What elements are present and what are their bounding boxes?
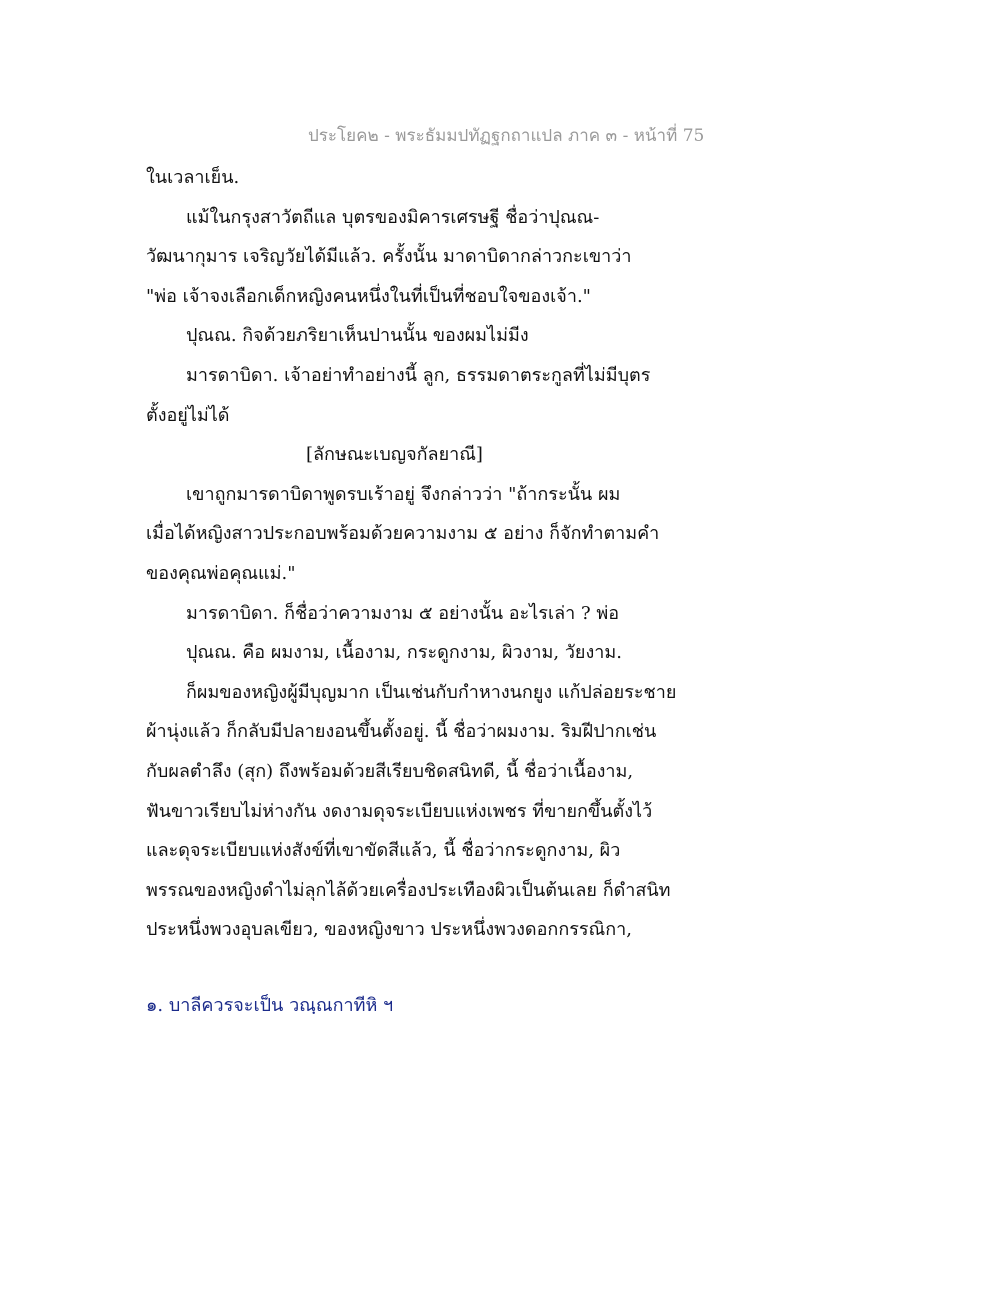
text-line: กับผลตำลึง (สุก) ถึงพร้อมด้วยสีเรียบชิดสนิทดี, นี้ ชื่อว่าเนื้องาม, bbox=[146, 760, 634, 782]
text-line: พรรณของหญิงดำไม่ลุกไล้ด้วยเครื่องประเทืองผิวเป็นต้นเลย ก็ดำสนิท bbox=[146, 879, 671, 901]
running-header: ประโยค๒ - พระธัมมปทัฏฐกถาแปล ภาค ๓ - หน้าที่ 75 bbox=[308, 126, 705, 146]
footnote: ๑. บาลีควรจะเป็น วณฺณกาทีหิ ฯ bbox=[146, 995, 394, 1016]
text-line: ของคุณพ่อคุณแม่." bbox=[146, 562, 296, 584]
text-line: มารดาบิดา. ก็ชื่อว่าความงาม ๕ อย่างนั้น อะไรเล่า ? พ่อ bbox=[186, 602, 620, 624]
text-line: ตั้งอยู่ไม่ได้ bbox=[146, 404, 230, 426]
text-line: และดุจระเบียบแห่งสังข์ที่เขาขัดสีแล้ว, นี้ ชื่อว่ากระดูกงาม, ผิว bbox=[146, 840, 621, 862]
text-line: แม้ในกรุงสาวัตถีแล บุตรของมิคารเศรษฐี ชื่อว่าปุณณ- bbox=[186, 206, 600, 228]
body-text bbox=[146, 158, 706, 950]
text-line: เมื่อได้หญิงสาวประกอบพร้อมด้วยความงาม ๕ อย่าง ก็จักทำตามคำ bbox=[146, 523, 660, 545]
text-line: "พ่อ เจ้าจงเลือกเด็กหญิงคนหนึ่งในที่เป็นที่ชอบใจของเจ้า." bbox=[146, 285, 591, 307]
text-line: ประหนึ่งพวงอุบลเขียว, ของหญิงขาว ประหนึ่งพวงดอกกรรณิกา, bbox=[146, 919, 632, 941]
text-line: เขาถูกมารดาบิดาพูดรบเร้าอยู่ จึงกล่าวว่า "ถ้ากระนั้น ผม bbox=[186, 483, 621, 505]
text-line: ปุณณ. คือ ผมงาม, เนื้องาม, กระดูกงาม, ผิวงาม, วัยงาม. bbox=[186, 642, 622, 664]
text-line: ในเวลาเย็น. bbox=[146, 167, 240, 188]
text-line: วัฒนากุมาร เจริญวัยได้มีแล้ว. ครั้งนั้น มาดาบิดากล่าวกะเขาว่า bbox=[146, 246, 632, 268]
text-line: มารดาบิดา. เจ้าอย่าทำอย่างนี้ ลูก, ธรรมดาตระกูลที่ไม่มีบุตร bbox=[186, 364, 651, 386]
text-line: ผ้านุ่งแล้ว ก็กลับมีปลายงอนขึ้นตั้งอยู่. นี้ ชื่อว่าผมงาม. ริมฝีปากเช่น bbox=[146, 721, 657, 743]
text-line: ปุณณ. กิจด้วยภริยาเห็นปานนั้น ของผมไม่มีง bbox=[186, 325, 529, 347]
text-line: ก็ผมของหญิงผู้มีบุญมาก เป็นเช่นกับกำหางนกยูง แก้ปล่อยระชาย bbox=[186, 681, 677, 703]
text-line: ฟันขาวเรียบไม่ห่างกัน งดงามดุจระเบียบแห่งเพชร ที่ขายกขึ้นตั้งไว้ bbox=[146, 800, 653, 822]
section-heading: [ลักษณะเบญจกัลยาณี] bbox=[306, 444, 483, 466]
